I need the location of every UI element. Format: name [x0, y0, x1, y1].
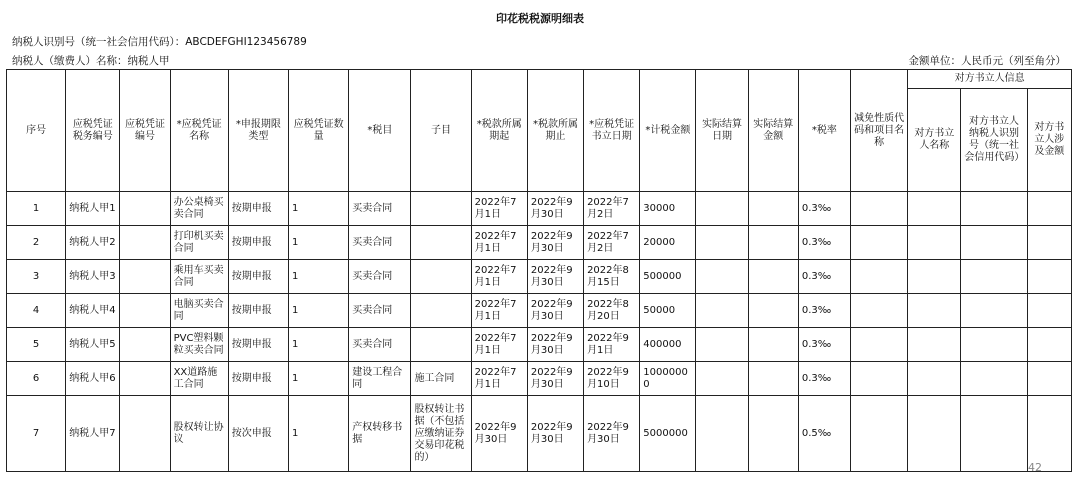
cell-tax-rate: 0.3‰ — [798, 192, 850, 226]
cell-cp-amount — [1027, 226, 1071, 260]
cell-tax-amount: 30000 — [640, 192, 696, 226]
header-actual-settle-date: 实际结算日期 — [696, 70, 748, 192]
cell-tax-rate: 0.3‰ — [798, 294, 850, 328]
cell-seq: 6 — [7, 362, 66, 396]
cell-cp-name — [908, 226, 961, 260]
cell-cp-amount — [1027, 328, 1071, 362]
cell-voucher-name: 股权转让协议 — [170, 396, 228, 472]
cell-actual-settle-amount — [748, 294, 798, 328]
header-seq: 序号 — [7, 70, 66, 192]
header-period-end: *税款所属期止 — [527, 70, 583, 192]
header-actual-settle-amount: 实际结算金额 — [748, 70, 798, 192]
cell-voucher-count: 1 — [289, 294, 349, 328]
cell-reduction-code — [851, 260, 908, 294]
cell-cp-name — [908, 192, 961, 226]
cell-actual-settle-amount — [748, 328, 798, 362]
cell-tax-item: 产权转移书据 — [349, 396, 411, 472]
cell-cp-amount — [1027, 192, 1071, 226]
cell-period-start: 2022年7月1日 — [471, 328, 527, 362]
cell-voucher-tax-code: 纳税人甲5 — [66, 328, 120, 362]
cell-reduction-code — [851, 328, 908, 362]
cell-seq: 2 — [7, 226, 66, 260]
cell-voucher-name: 电脑买卖合同 — [170, 294, 228, 328]
cell-voucher-count: 1 — [289, 192, 349, 226]
cell-cp-amount — [1027, 294, 1071, 328]
cell-voucher-count: 1 — [289, 362, 349, 396]
cell-period-end: 2022年9月30日 — [527, 192, 583, 226]
cell-voucher-name: 办公桌椅买卖合同 — [170, 192, 228, 226]
cell-voucher-name: 乘用车买卖合同 — [170, 260, 228, 294]
header-reduction-code: 减免性质代码和项目名称 — [851, 70, 908, 192]
header-voucher-count: 应税凭证数量 — [289, 70, 349, 192]
cell-voucher-code — [120, 294, 170, 328]
cell-period-end: 2022年9月30日 — [527, 260, 583, 294]
cell-sub-item — [411, 226, 471, 260]
cell-period-start: 2022年7月1日 — [471, 362, 527, 396]
cell-sign-date: 2022年9月30日 — [584, 396, 640, 472]
cell-voucher-count: 1 — [289, 260, 349, 294]
cell-tax-rate: 0.5‰ — [798, 396, 850, 472]
cell-cp-amount — [1027, 362, 1071, 396]
table-row — [7, 396, 1072, 472]
cell-actual-settle-date — [696, 396, 748, 472]
table-row — [7, 192, 1072, 226]
cell-sub-item — [411, 260, 471, 294]
cell-voucher-tax-code: 纳税人甲2 — [66, 226, 120, 260]
cell-voucher-code — [120, 260, 170, 294]
taxpayer-name-line: 纳税人（缴费人）名称：纳税人甲 — [12, 55, 170, 67]
cell-period-end: 2022年9月30日 — [527, 294, 583, 328]
table-row — [7, 260, 1072, 294]
header-voucher-name: *应税凭证名称 — [170, 70, 228, 192]
cell-tax-rate: 0.3‰ — [798, 328, 850, 362]
cell-period-start: 2022年9月30日 — [471, 396, 527, 472]
cell-cp-id — [961, 362, 1027, 396]
cell-declare-type: 按期申报 — [228, 192, 288, 226]
cell-voucher-code — [120, 192, 170, 226]
cell-actual-settle-amount — [748, 226, 798, 260]
cell-reduction-code — [851, 226, 908, 260]
cell-tax-item: 买卖合同 — [349, 260, 411, 294]
cell-sub-item — [411, 294, 471, 328]
header-tax-amount: *计税金额 — [640, 70, 696, 192]
cell-voucher-code — [120, 226, 170, 260]
table-row — [7, 294, 1072, 328]
cell-sign-date: 2022年7月2日 — [584, 226, 640, 260]
cell-period-start: 2022年7月1日 — [471, 226, 527, 260]
cell-period-end: 2022年9月30日 — [527, 396, 583, 472]
cell-seq: 5 — [7, 328, 66, 362]
cell-actual-settle-date — [696, 260, 748, 294]
table-row — [7, 226, 1072, 260]
cell-voucher-tax-code: 纳税人甲3 — [66, 260, 120, 294]
cell-cp-name — [908, 362, 961, 396]
cell-cp-name — [908, 396, 961, 472]
cell-cp-id — [961, 328, 1027, 362]
cell-cp-id — [961, 294, 1027, 328]
header-cp-amount: 对方书立人涉及金额 — [1027, 89, 1071, 192]
cell-cp-id — [961, 192, 1027, 226]
cell-tax-item: 买卖合同 — [349, 226, 411, 260]
header-voucher-tax-code: 应税凭证税务编号 — [66, 70, 120, 192]
cell-actual-settle-date — [696, 226, 748, 260]
header-period-start: *税款所属期起 — [471, 70, 527, 192]
cell-period-start: 2022年7月1日 — [471, 192, 527, 226]
cell-tax-amount: 5000000 — [640, 396, 696, 472]
cell-actual-settle-amount — [748, 362, 798, 396]
cell-voucher-count: 1 — [289, 396, 349, 472]
cell-tax-amount: 20000 — [640, 226, 696, 260]
header-sign-date: *应税凭证书立日期 — [584, 70, 640, 192]
cell-voucher-name: XX道路施工合同 — [170, 362, 228, 396]
cell-voucher-tax-code: 纳税人甲7 — [66, 396, 120, 472]
cell-reduction-code — [851, 192, 908, 226]
taxpayer-id-line: 纳税人识别号（统一社会信用代码）：ABCDEFGHI123456789 — [12, 36, 307, 48]
cell-reduction-code — [851, 294, 908, 328]
page-title: 印花税税源明细表 — [496, 12, 584, 25]
cell-sub-item — [411, 328, 471, 362]
cell-tax-item: 买卖合同 — [349, 294, 411, 328]
cell-period-end: 2022年9月30日 — [527, 362, 583, 396]
cell-actual-settle-amount — [748, 396, 798, 472]
page-number: 42 — [1028, 461, 1042, 474]
cell-cp-amount — [1027, 260, 1071, 294]
cell-actual-settle-date — [696, 192, 748, 226]
cell-reduction-code — [851, 362, 908, 396]
header-counterparty-group: 对方书立人信息 — [908, 70, 1072, 89]
cell-seq: 4 — [7, 294, 66, 328]
cell-period-end: 2022年9月30日 — [527, 226, 583, 260]
cell-declare-type: 按期申报 — [228, 362, 288, 396]
cell-declare-type: 按期申报 — [228, 260, 288, 294]
cell-declare-type: 按期申报 — [228, 328, 288, 362]
header-sub-item: 子目 — [411, 70, 471, 192]
cell-tax-amount: 500000 — [640, 260, 696, 294]
cell-actual-settle-date — [696, 362, 748, 396]
cell-voucher-count: 1 — [289, 226, 349, 260]
cell-actual-settle-amount — [748, 192, 798, 226]
header-cp-id: 对方书立人纳税人识别号（统一社会信用代码） — [961, 89, 1027, 192]
cell-seq: 3 — [7, 260, 66, 294]
cell-cp-id — [961, 226, 1027, 260]
cell-reduction-code — [851, 396, 908, 472]
cell-voucher-code — [120, 396, 170, 472]
cell-declare-type: 按次申报 — [228, 396, 288, 472]
cell-tax-item: 买卖合同 — [349, 328, 411, 362]
cell-cp-name — [908, 294, 961, 328]
cell-seq: 7 — [7, 396, 66, 472]
cell-sign-date: 2022年8月20日 — [584, 294, 640, 328]
cell-sign-date: 2022年7月2日 — [584, 192, 640, 226]
cell-tax-item: 建设工程合同 — [349, 362, 411, 396]
cell-voucher-tax-code: 纳税人甲6 — [66, 362, 120, 396]
cell-voucher-name: PVC塑料颗粒买卖合同 — [170, 328, 228, 362]
cell-tax-amount: 400000 — [640, 328, 696, 362]
cell-voucher-name: 打印机买卖合同 — [170, 226, 228, 260]
cell-declare-type: 按期申报 — [228, 226, 288, 260]
cell-period-start: 2022年7月1日 — [471, 294, 527, 328]
cell-sub-item: 股权转让书据（不包括应缴纳证券交易印花税的） — [411, 396, 471, 472]
cell-actual-settle-date — [696, 294, 748, 328]
cell-tax-amount: 50000 — [640, 294, 696, 328]
cell-voucher-tax-code: 纳税人甲1 — [66, 192, 120, 226]
cell-cp-name — [908, 328, 961, 362]
cell-voucher-code — [120, 328, 170, 362]
cell-actual-settle-date — [696, 328, 748, 362]
cell-tax-rate: 0.3‰ — [798, 362, 850, 396]
cell-cp-name — [908, 260, 961, 294]
table-row — [7, 362, 1072, 396]
cell-cp-id — [961, 260, 1027, 294]
cell-tax-amount: 10000000 — [640, 362, 696, 396]
cell-sign-date: 2022年9月1日 — [584, 328, 640, 362]
header-tax-item: *税目 — [349, 70, 411, 192]
cell-sub-item: 施工合同 — [411, 362, 471, 396]
table-row — [7, 328, 1072, 362]
cell-declare-type: 按期申报 — [228, 294, 288, 328]
header-declare-type: *申报期限类型 — [228, 70, 288, 192]
header-cp-name: 对方书立人名称 — [908, 89, 961, 192]
header-voucher-code: 应税凭证编号 — [120, 70, 170, 192]
cell-seq: 1 — [7, 192, 66, 226]
cell-actual-settle-amount — [748, 260, 798, 294]
cell-sign-date: 2022年9月10日 — [584, 362, 640, 396]
cell-cp-id — [961, 396, 1027, 472]
table-body — [7, 192, 1072, 472]
amount-unit: 金额单位：人民币元（列至角分） — [908, 55, 1066, 67]
tax-source-table — [6, 69, 1072, 472]
cell-tax-item: 买卖合同 — [349, 192, 411, 226]
cell-voucher-code — [120, 362, 170, 396]
header-tax-rate: *税率 — [798, 70, 850, 192]
cell-tax-rate: 0.3‰ — [798, 226, 850, 260]
cell-voucher-tax-code: 纳税人甲4 — [66, 294, 120, 328]
cell-tax-rate: 0.3‰ — [798, 260, 850, 294]
cell-sign-date: 2022年8月15日 — [584, 260, 640, 294]
cell-sub-item — [411, 192, 471, 226]
cell-voucher-count: 1 — [289, 328, 349, 362]
cell-period-end: 2022年9月30日 — [527, 328, 583, 362]
cell-period-start: 2022年7月1日 — [471, 260, 527, 294]
